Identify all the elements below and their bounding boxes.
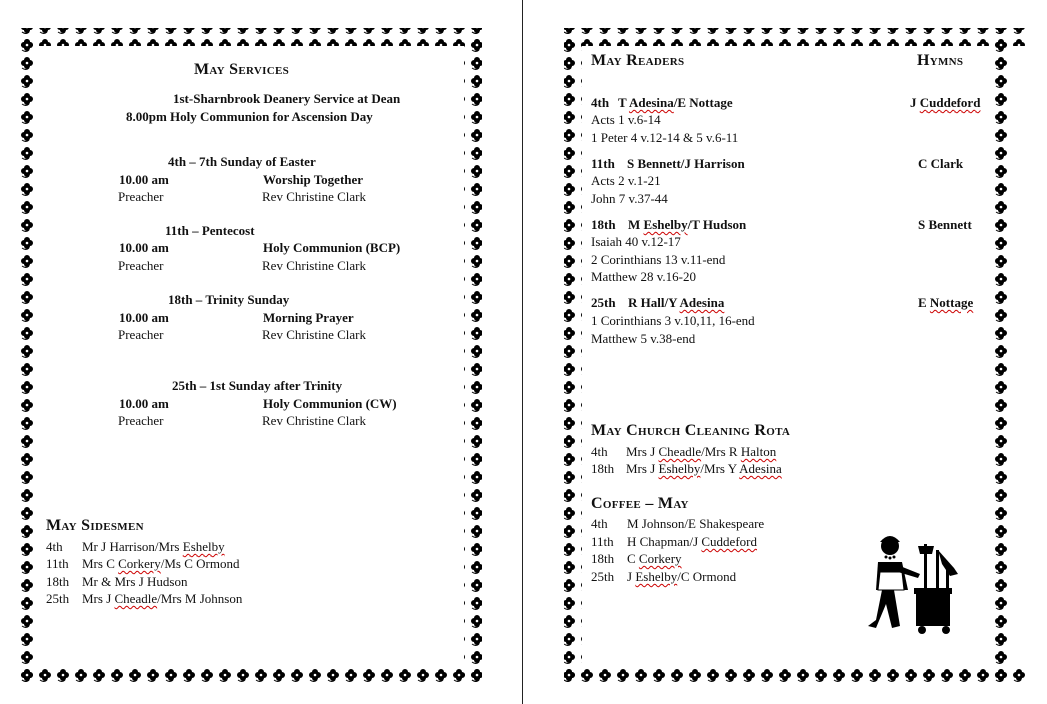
preacher-label: Preacher	[118, 413, 164, 428]
hymns-title: Hymns	[917, 52, 964, 69]
cleaning-row: 4th Mrs J Cheadle/Mrs R Halton	[591, 444, 777, 459]
reader-row: 4th T Adesina/E Nottage	[591, 95, 733, 110]
reading-line: 2 Corinthians 13 v.11-end	[591, 252, 726, 267]
service-name: Worship Together	[263, 172, 364, 187]
reading-line: Acts 1 v.6-14	[591, 112, 661, 127]
service-time: 10.00 am	[119, 240, 169, 255]
preacher-name: Rev Christine Clark	[262, 258, 366, 273]
cleaner-with-trolley-icon	[862, 528, 972, 638]
service-name: Holy Communion (BCP)	[263, 240, 401, 255]
preacher-name: Rev Christine Clark	[262, 327, 366, 342]
coffee-row: 4th M Johnson/E Shakespeare	[591, 516, 765, 531]
service-name: Morning Prayer	[263, 310, 354, 325]
coffee-row: 25th J Eshelby/C Ormond	[591, 569, 737, 584]
preacher-label: Preacher	[118, 258, 164, 273]
cleaning-row: 18th Mrs J Eshelby/Mrs Y Adesina	[591, 461, 782, 476]
service-heading: 18th – Trinity Sunday	[168, 292, 290, 307]
intro-line-1: 1st-Sharnbrook Deanery Service at Dean	[173, 91, 401, 106]
service-heading: 4th – 7th Sunday of Easter	[168, 154, 316, 169]
service-heading: 11th – Pentecost	[165, 223, 255, 238]
reading-line: Matthew 5 v.38-end	[591, 331, 696, 346]
preacher-name: Rev Christine Clark	[262, 189, 366, 204]
service-time: 10.00 am	[119, 310, 169, 325]
service-time: 10.00 am	[119, 396, 169, 411]
sidesmen-row: 25th Mrs J Cheadle/Mrs M Johnson	[46, 591, 243, 606]
coffee-title: Coffee – May	[591, 495, 689, 512]
preacher-label: Preacher	[118, 189, 164, 204]
sidesmen-row: 4th Mr J Harrison/Mrs Eshelby	[46, 539, 225, 554]
service-heading: 25th – 1st Sunday after Trinity	[172, 378, 343, 393]
reading-line: Isaiah 40 v.12-17	[591, 234, 681, 249]
services-title: May Services	[194, 61, 289, 78]
reading-line: John 7 v.37-44	[591, 191, 668, 206]
reader-row: 11th S Bennett/J Harrison	[591, 156, 745, 171]
hymn-leader: J Cuddeford	[910, 95, 981, 110]
service-name: Holy Communion (CW)	[263, 396, 397, 411]
preacher-label: Preacher	[118, 327, 164, 342]
reading-line: Acts 2 v.1-21	[591, 173, 661, 188]
hymn-leader: S Bennett	[918, 217, 972, 232]
sidesmen-row: 18th Mr & Mrs J Hudson	[46, 574, 188, 589]
reader-row: 18th M Eshelby/T Hudson	[591, 217, 747, 232]
reader-row: 25th R Hall/Y Adesina	[591, 295, 725, 310]
reading-line: 1 Corinthians 3 v.10,11, 16-end	[591, 313, 755, 328]
readers-title: May Readers	[591, 52, 685, 69]
coffee-row: 11th H Chapman/J Cuddeford	[591, 534, 757, 549]
cleaning-title: May Church Cleaning Rota	[591, 422, 791, 439]
coffee-row: 18th C Corkery	[591, 551, 682, 566]
sidesmen-row: 11th Mrs C Corkery/Ms C Ormond	[46, 556, 240, 571]
service-time: 10.00 am	[119, 172, 169, 187]
hymn-leader: E Nottage	[918, 295, 974, 310]
reading-line: 1 Peter 4 v.12-14 & 5 v.6-11	[591, 130, 739, 145]
hymn-leader: C Clark	[918, 156, 964, 171]
preacher-name: Rev Christine Clark	[262, 413, 366, 428]
intro-line-2: 8.00pm Holy Communion for Ascension Day	[126, 109, 373, 124]
page-divider	[522, 0, 523, 704]
reading-line: Matthew 28 v.16-20	[591, 269, 696, 284]
sidesmen-title: May Sidesmen	[46, 517, 144, 534]
